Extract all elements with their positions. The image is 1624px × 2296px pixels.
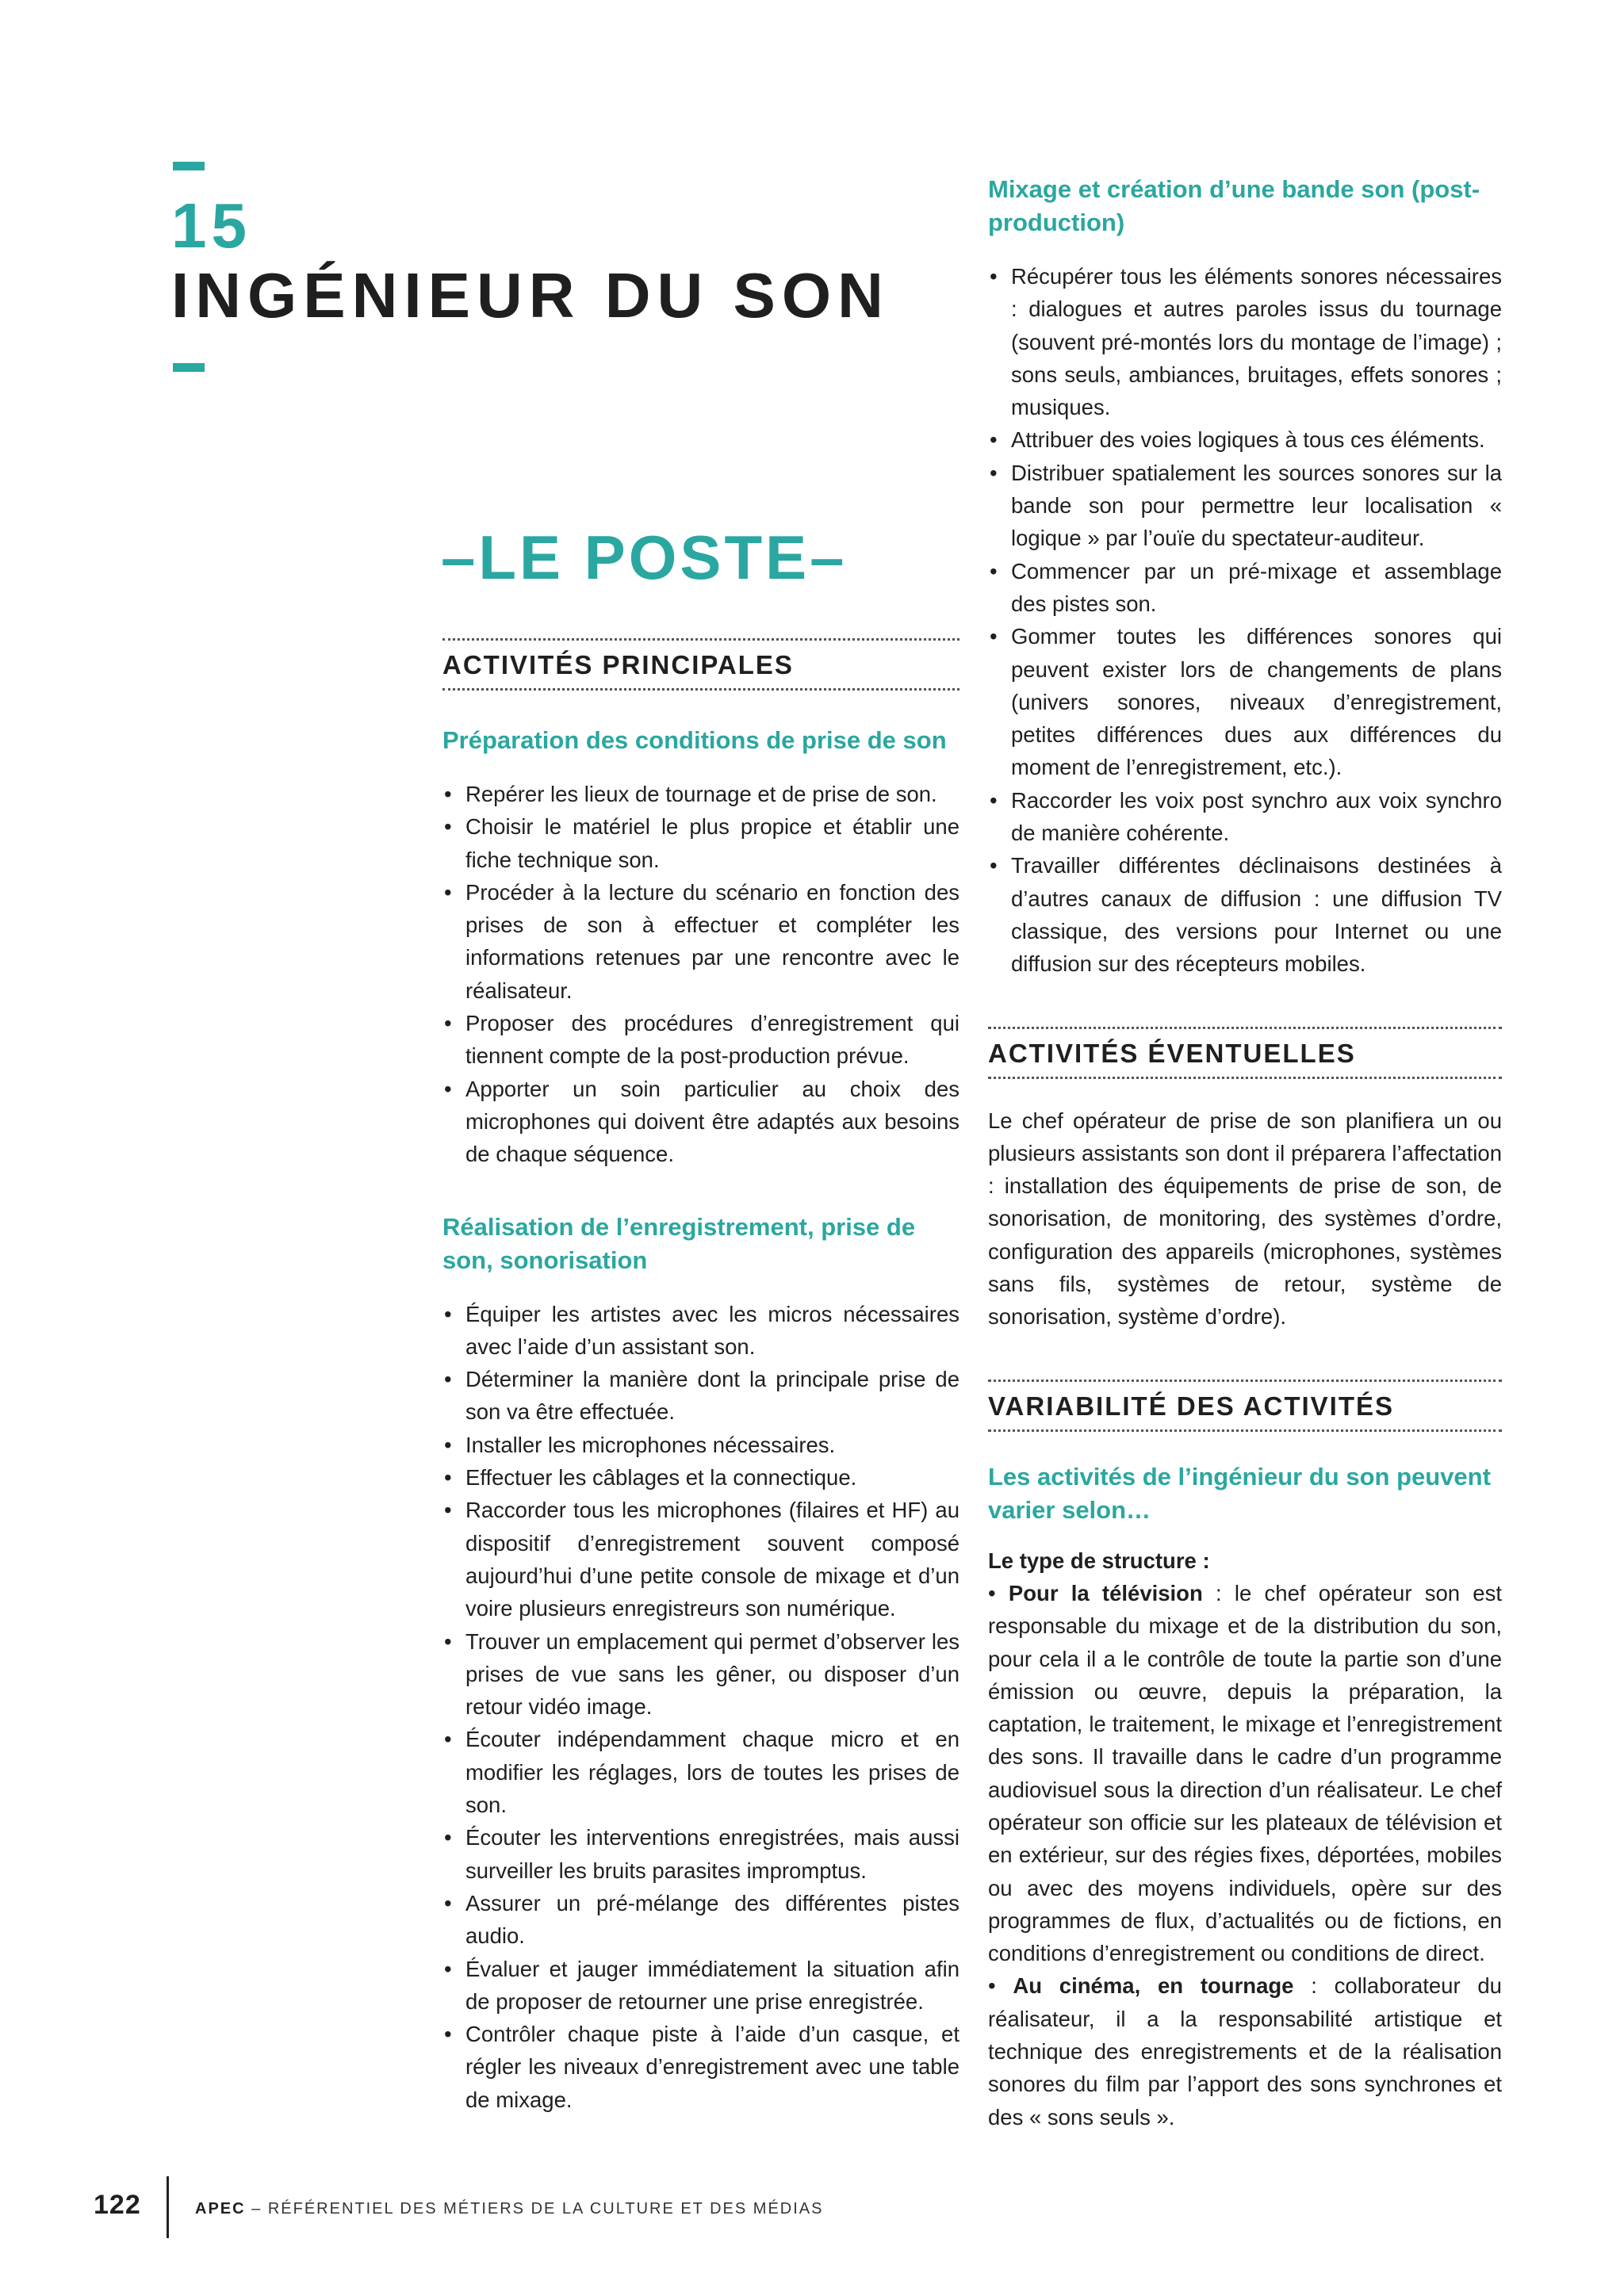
list-item: • Gommer toutes les différences sonores qui peuvent exister lors de changements de plans (univers sonores, niveaux d’enregistrement, petites différences dues aux différences du moment de l’enregistrement, etc.). (988, 620, 1502, 783)
list-item: • Installer les microphones nécessaires. (442, 1429, 959, 1461)
activites-eventuelles-heading: ACTIVITÉS ÉVENTUELLES (988, 1027, 1502, 1079)
chapter-top-dash (173, 162, 205, 170)
section-title: –LE POSTE– (441, 522, 848, 592)
eventuelles-paragraph: Le chef opérateur de prise de son planifiera un ou plusieurs assistants son dont il préparera l’affectation : installation des équipements de prise de son, de sonorisation, de monitoring, des systèmes d’ordre, configuration des appareils (microphones, systèmes sans fils, systèmes de retour, système de sonorisation, système d’ordre). (988, 1108, 1502, 1330)
list-item: • Récupérer tous les éléments sonores nécessaires : dialogues et autres paroles issus du tournage (souvent pré-montés lors du montage de l’image) ; sons seuls, ambiances, bruitages, effets sonores ; musiques. (988, 260, 1502, 423)
realisation-heading: Réalisation de l’enregistrement, prise de son, sonorisation (442, 1212, 916, 1274)
variabilite-heading: VARIABILITÉ DES ACTIVITÉS (988, 1380, 1502, 1432)
list-item: • Raccorder tous les microphones (filaires et HF) au dispositif d’enregistrement souvent composé aujourd’hui d’une petite console de mixage et d’un voire plusieurs enregistreurs son numérique. (442, 1494, 959, 1624)
chapter-bottom-dash (173, 363, 205, 372)
tv-paragraph: • Pour la télévision : le chef opérateur son est responsable du mixage et de la distribution du son, pour cela il a le contrôle de toute la partie son d’une émission ou œuvre, depuis la préparation, la captation, le traitement, le mixage et l’enregistrement des sons. Il travaille dans le cadre d’un programme audiovisuel sous la direction d’un réalisateur. Le chef opérateur son officie sur les plateaux de télévision et en extérieur, sur des régies fixes, déportées, mobiles ou avec des moyens individuels, opère sur des programmes de flux, d’actualités ou de fictions, en conditions d’enregistrement ou conditions de direct. (988, 1580, 1502, 1966)
preparation-list (442, 778, 959, 1171)
list-item: • Travailler différentes déclinaisons destinées à d’autres canaux de diffusion : une diffusion TV classique, des versions pour Internet ou une diffusion sur des récepteurs mobiles. (988, 849, 1502, 980)
list-item: • Distribuer spatialement les sources sonores sur la bande son pour permettre leur localisation « logique » par l’ouïe du spectateur-auditeur. (988, 457, 1502, 555)
list-item: • Assurer un pré-mélange des différentes pistes audio. (442, 1887, 959, 1953)
list-item: • Commencer par un pré-mixage et assemblage des pistes son. (988, 555, 1502, 621)
cinema-label: Au cinéma, en tournage (1013, 1973, 1294, 1999)
list-item: • Écouter indépendamment chaque micro et en modifier les réglages, lors de toutes les prises de son. (442, 1723, 959, 1821)
list-item: • Repérer les lieux de tournage et de prise de son. (442, 778, 959, 810)
mixage-heading: Mixage et création d’une bande son (post-production) (988, 175, 1480, 236)
list-item: • Écouter les interventions enregistrées, mais aussi surveiller les bruits parasites impromptus. (442, 1821, 959, 1887)
list-item: • Procéder à la lecture du scénario en fonction des prises de son à effectuer et compléter les informations retenues par une rencontre avec le réalisateur. (442, 876, 959, 1007)
tv-text: : le chef opérateur son est responsable du mixage et de la distribution du son, pour cela il a le contrôle de toute la partie son d’une émission ou œuvre, depuis la préparation, la captation, le traitement, le mixage et l’enregistrement des sons. Il travaille dans le cadre d’un programme audiovisuel sous la direction d’un réalisateur. Le chef opérateur son officie sur les plateaux de télévision et en extérieur, sur des régies fixes, déportées, mobiles ou avec des moyens individuels, opère sur des programmes de flux, d’actualités ou de fictions, en conditions d’enregistrement ou conditions de direct. (988, 1580, 1502, 1966)
cinema-paragraph: • Au cinéma, en tournage : collaborateur du réalisateur, il a la responsabilité artistique et technique des enregistrements et de la réalisation sonores du film par l’apport des sons synchrones et des « sons seuls ». (988, 1973, 1502, 2130)
footer-title (195, 2200, 823, 2218)
list-item: • Attribuer des voies logiques à tous ces éléments. (988, 423, 1502, 456)
mixage-list (988, 260, 1502, 981)
list-item: • Apporter un soin particulier au choix des microphones qui doivent être adaptés aux besoins de chaque séquence. (442, 1073, 959, 1171)
structure-label: Le type de structure : (988, 1548, 1210, 1573)
realisation-list (442, 1298, 959, 2116)
left-column (442, 638, 959, 2116)
tv-label: Pour la télévision (1008, 1580, 1203, 1605)
list-item: • Trouver un emplacement qui permet d’observer les prises de vue sans les gêner, ou disposer d’un retour vidéo image. (442, 1625, 959, 1724)
preparation-heading: Préparation des conditions de prise de son (442, 726, 947, 754)
chapter-title: INGÉNIEUR DU SON (171, 260, 890, 331)
list-item: • Déterminer la manière dont la principale prise de son va être effectuée. (442, 1363, 959, 1429)
page-number: 122 (94, 2190, 141, 2220)
variabilite-subheading: Les activités de l’ingénieur du son peuvent varier selon… (988, 1462, 1491, 1524)
list-item: • Contrôler chaque piste à l’aide d’un casque, et régler les niveaux d’enregistrement avec une table de mixage. (442, 2018, 959, 2116)
list-item: • Raccorder les voix post synchro aux voix synchro de manière cohérente. (988, 784, 1502, 850)
footer-publication: – RÉFÉRENTIEL DES MÉTIERS DE LA CULTURE ET DES MÉDIAS (245, 2200, 824, 2218)
footer-brand: APEC (195, 2200, 246, 2218)
list-item: • Effectuer les câblages et la connectique. (442, 1461, 959, 1494)
cinema-text: : collaborateur du réalisateur, il a la responsabilité artistique et technique des enregistrements et de la réalisation sonores du film par l’apport des sons synchrones et des « sons seuls ». (988, 1973, 1502, 2130)
list-item: • Proposer des procédures d’enregistrement qui tiennent compte de la post-production prévue. (442, 1007, 959, 1073)
footer-divider (167, 2176, 169, 2238)
list-item: • Choisir le matériel le plus propice et établir une fiche technique son. (442, 810, 959, 876)
list-item: • Évaluer et jauger immédiatement la situation afin de proposer de retourner une prise enregistrée. (442, 1953, 959, 2019)
right-column (988, 173, 1502, 2133)
activites-principales-heading: ACTIVITÉS PRINCIPALES (442, 638, 959, 691)
chapter-number: 15 (171, 190, 251, 261)
list-item: • Équiper les artistes avec les micros nécessaires avec l’aide d’un assistant son. (442, 1298, 959, 1364)
